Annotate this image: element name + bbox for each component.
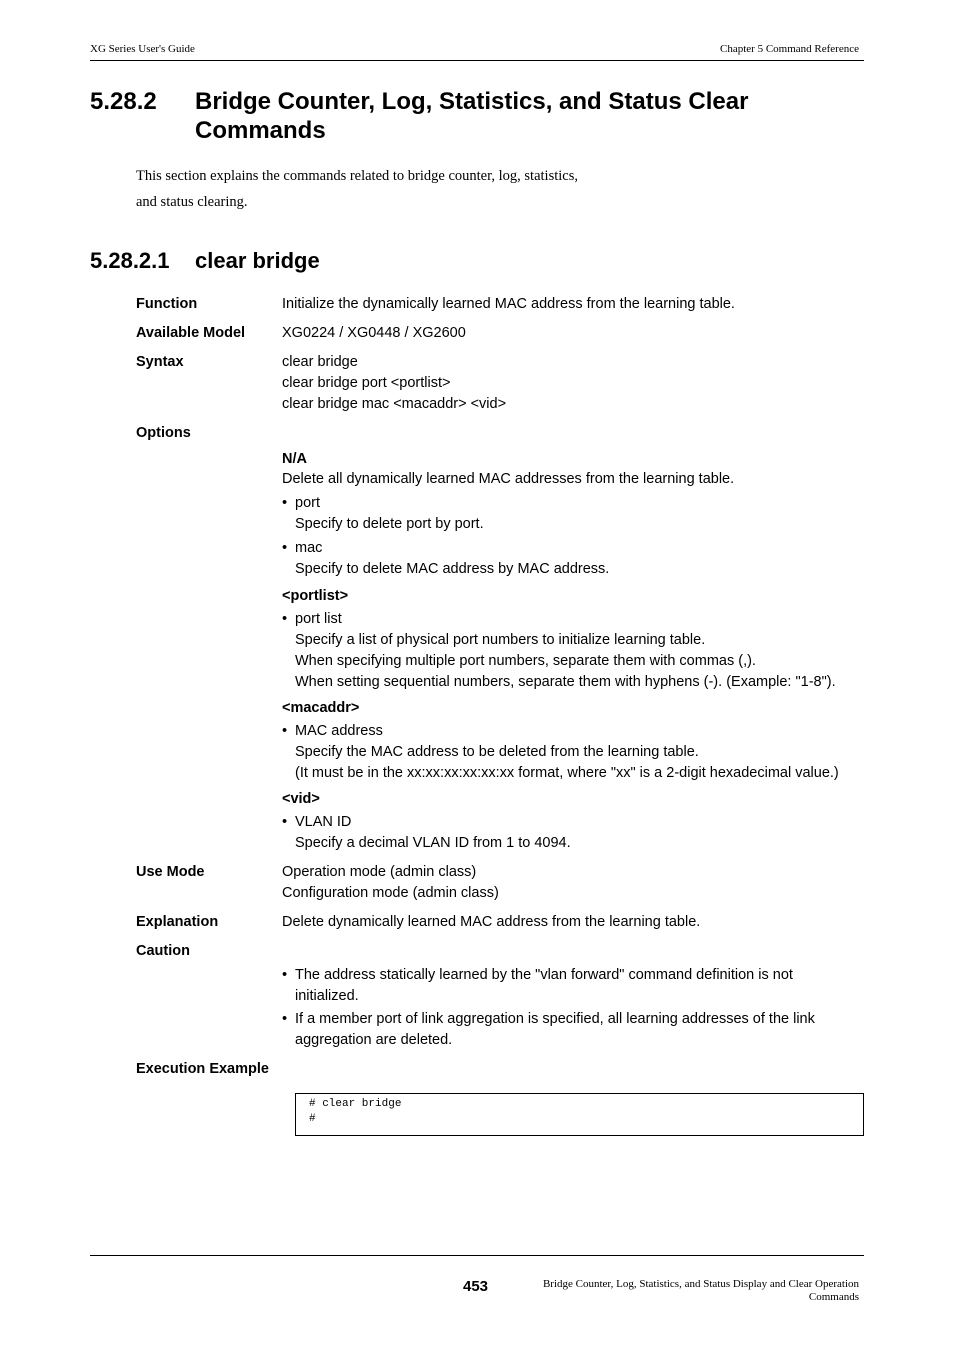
option-mac-name: mac (295, 540, 323, 556)
caution-item (282, 1009, 842, 1051)
section-number: 5.28.2 (90, 88, 157, 115)
intro-line-2: and status clearing. (136, 194, 248, 210)
option-macaddr-item (282, 721, 862, 784)
function-label: Function (136, 296, 198, 312)
option-portlist-desc: When specifying multiple port numbers, separate them with commas (,). (295, 653, 756, 669)
bullet-icon: • (282, 495, 288, 511)
syntax-label: Syntax (136, 354, 184, 370)
bullet-icon: • (282, 540, 288, 556)
function-text: Initialize the dynamically learned MAC address from the learning table. (282, 296, 735, 312)
caution-text: If a member port of link aggregation is specified, all learning addresses of the link aggregation are deleted. (295, 1011, 815, 1048)
option-portlist-desc: When setting sequential numbers, separate them with hyphens (-). (Example: "1-8"). (295, 674, 836, 690)
footer-title-line: Bridge Counter, Log, Statistics, and Status Display and Clear Operation (542, 1278, 859, 1290)
footer-divider (90, 1255, 864, 1256)
option-vid-name: VLAN ID (295, 814, 352, 830)
bullet-icon: • (282, 611, 288, 627)
option-macaddr-desc: Specify the MAC address to be deleted from the learning table. (295, 744, 699, 760)
option-vid-desc: Specify a decimal VLAN ID from 1 to 4094. (295, 835, 571, 851)
option-vid-item (282, 812, 862, 854)
use-mode-list (282, 862, 862, 904)
code-line: # clear bridge (309, 1098, 402, 1110)
option-vid-heading: <vid> (282, 791, 320, 807)
section-intro (136, 163, 636, 215)
option-portlist-name: port list (295, 611, 342, 627)
option-port-desc: Specify to delete port by port. (295, 516, 484, 532)
caution-text: The address statically learned by the "vlan forward" command definition is not initialized. (295, 967, 793, 1004)
subsection-number: 5.28.2.1 (90, 248, 170, 273)
bullet-icon: • (282, 723, 288, 739)
syntax-line: clear bridge port <portlist> (282, 375, 451, 391)
code-line: # (309, 1113, 316, 1125)
option-portlist-desc: Specify a list of physical port numbers to initialize learning table. (295, 632, 706, 648)
use-mode-line: Operation mode (admin class) (282, 864, 477, 880)
syntax-line: clear bridge mac <macaddr> <vid> (282, 396, 507, 412)
page-number: 453 (463, 1278, 489, 1295)
section-title: Bridge Counter, Log, Statistics, and Status Clear Commands (195, 88, 749, 144)
footer-title-line: Commands (808, 1291, 859, 1303)
option-macaddr-name: MAC address (295, 723, 383, 739)
bullet-icon: • (282, 1011, 288, 1027)
option-portlist-item (282, 609, 862, 693)
example-code-box (295, 1093, 864, 1136)
syntax-list (282, 352, 862, 415)
available-model-text: XG0224 / XG0448 / XG2600 (282, 325, 466, 341)
available-model-label: Available Model (136, 325, 246, 341)
intro-line-1: This section explains the commands related to bridge counter, log, statistics, (136, 168, 578, 184)
syntax-line: clear bridge (282, 354, 358, 370)
bullet-icon: • (282, 814, 288, 830)
use-mode-line: Configuration mode (admin class) (282, 885, 499, 901)
option-na-text: Delete all dynamically learned MAC addresses from the learning table. (282, 471, 735, 487)
explanation-text: Delete dynamically learned MAC address from the learning table. (282, 914, 701, 930)
footer-title (499, 1278, 859, 1304)
option-na-heading: N/A (282, 451, 307, 467)
execution-example-label: Execution Example (136, 1061, 269, 1077)
option-mac-desc: Specify to delete MAC address by MAC address. (295, 561, 610, 577)
header-divider (90, 60, 864, 61)
option-macaddr-heading: <macaddr> (282, 700, 360, 716)
option-portlist-heading: <portlist> (282, 588, 349, 604)
option-port-item (282, 493, 862, 535)
caution-item (282, 965, 827, 1007)
option-port-name: port (295, 495, 320, 511)
subsection-title: clear bridge (195, 248, 320, 273)
running-header-left: XG Series User's Guide (90, 43, 195, 55)
option-macaddr-desc: (It must be in the xx:xx:xx:xx:xx:xx format, where "xx" is a 2-digit hexadecimal value.) (295, 765, 839, 781)
caution-label: Caution (136, 943, 190, 959)
options-label: Options (136, 425, 191, 441)
option-mac-item (282, 538, 862, 580)
bullet-icon: • (282, 967, 288, 983)
explanation-label: Explanation (136, 914, 219, 930)
use-mode-label: Use Mode (136, 864, 205, 880)
running-header-right: Chapter 5 Command Reference (720, 43, 859, 55)
